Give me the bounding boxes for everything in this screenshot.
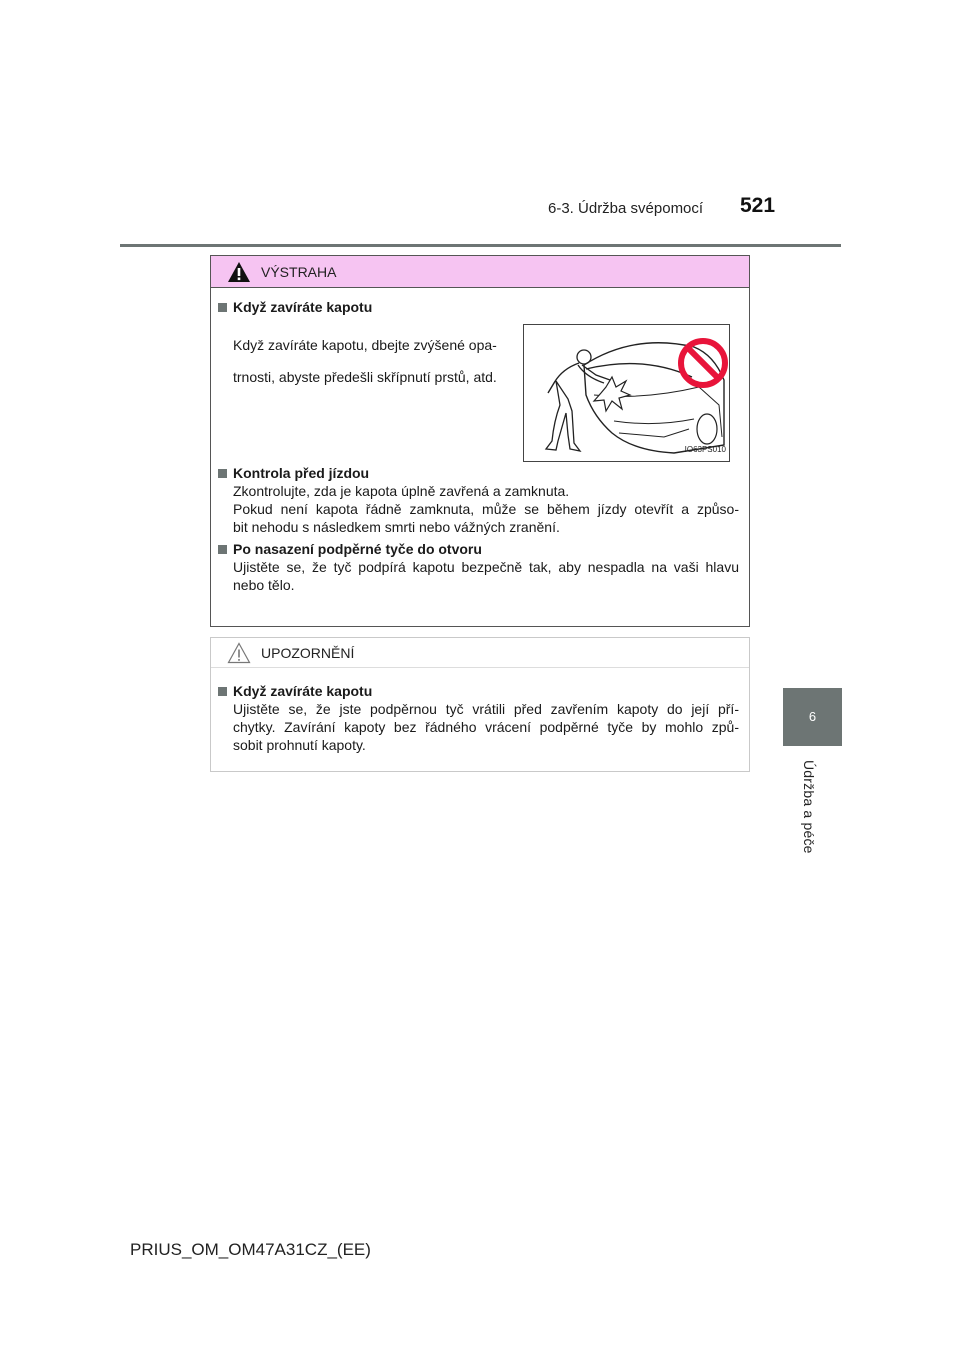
caution-box [210, 637, 750, 772]
item-line: Pokud není kapota řádně zamknuta, může se během jízdy otevřít a způso- [233, 501, 739, 517]
caution-label: UPOZORNĚNÍ [261, 644, 355, 661]
item-line: chytky. Zavírání kapoty bez řádného vrácení podpěrné tyče by mohlo způ- [233, 719, 739, 735]
warning-item-support-rod [217, 540, 739, 594]
bullet-square-icon [218, 469, 227, 478]
caution-triangle-icon [227, 642, 251, 664]
header-divider [120, 244, 841, 247]
warning-label: VÝSTRAHA [261, 263, 337, 280]
item-line: Ujistěte se, že jste podpěrnou tyč vrátili před zavřením kapoty do její pří- [233, 701, 739, 717]
chapter-label: Údržba a péče [801, 760, 817, 854]
item-title: Kontrola před jízdou [233, 465, 370, 481]
item-line: trnosti, abyste předešli skřípnutí prstů, atd. [233, 369, 497, 385]
warning-box [210, 255, 750, 627]
item-line: sobit prohnutí kapoty. [233, 737, 366, 753]
item-line: Zkontrolujte, zda je kapota úplně zavřená a zamknuta. [233, 483, 570, 499]
document-code: PRIUS_OM_OM47A31CZ_(EE) [130, 1240, 371, 1259]
chapter-number: 6 [808, 709, 817, 724]
item-line: nebo tělo. [233, 577, 295, 593]
bullet-square-icon [218, 687, 227, 696]
hood-closing-illustration [523, 324, 730, 462]
warning-header [211, 256, 749, 288]
page-number: 521 [740, 194, 776, 217]
warning-item-pre-drive-check [217, 464, 739, 536]
item-title: Když zavíráte kapotu [233, 683, 373, 699]
warning-item-closing-hood [217, 298, 739, 462]
bullet-square-icon [218, 303, 227, 312]
item-title: Když zavíráte kapotu [233, 299, 373, 315]
item-line: bit nehodu s následkem smrti nebo vážných zranění. [233, 519, 560, 535]
item-line: Když zavíráte kapotu, dbejte zvýšené opa- [233, 337, 497, 353]
item-line: Ujistěte se, že tyč podpírá kapotu bezpečně tak, aby nespadla na vaši hlavu [233, 559, 739, 575]
item-title: Po nasazení podpěrné tyče do otvoru [233, 541, 482, 557]
caution-item-closing-hood [217, 682, 739, 754]
section-title: 6-3. Údržba svépomocí [548, 200, 704, 217]
warning-triangle-icon [227, 261, 251, 283]
chapter-tab[interactable] [783, 688, 842, 746]
bullet-square-icon [218, 545, 227, 554]
caution-header [211, 638, 749, 668]
image-code: IO63PS010 [684, 445, 726, 454]
